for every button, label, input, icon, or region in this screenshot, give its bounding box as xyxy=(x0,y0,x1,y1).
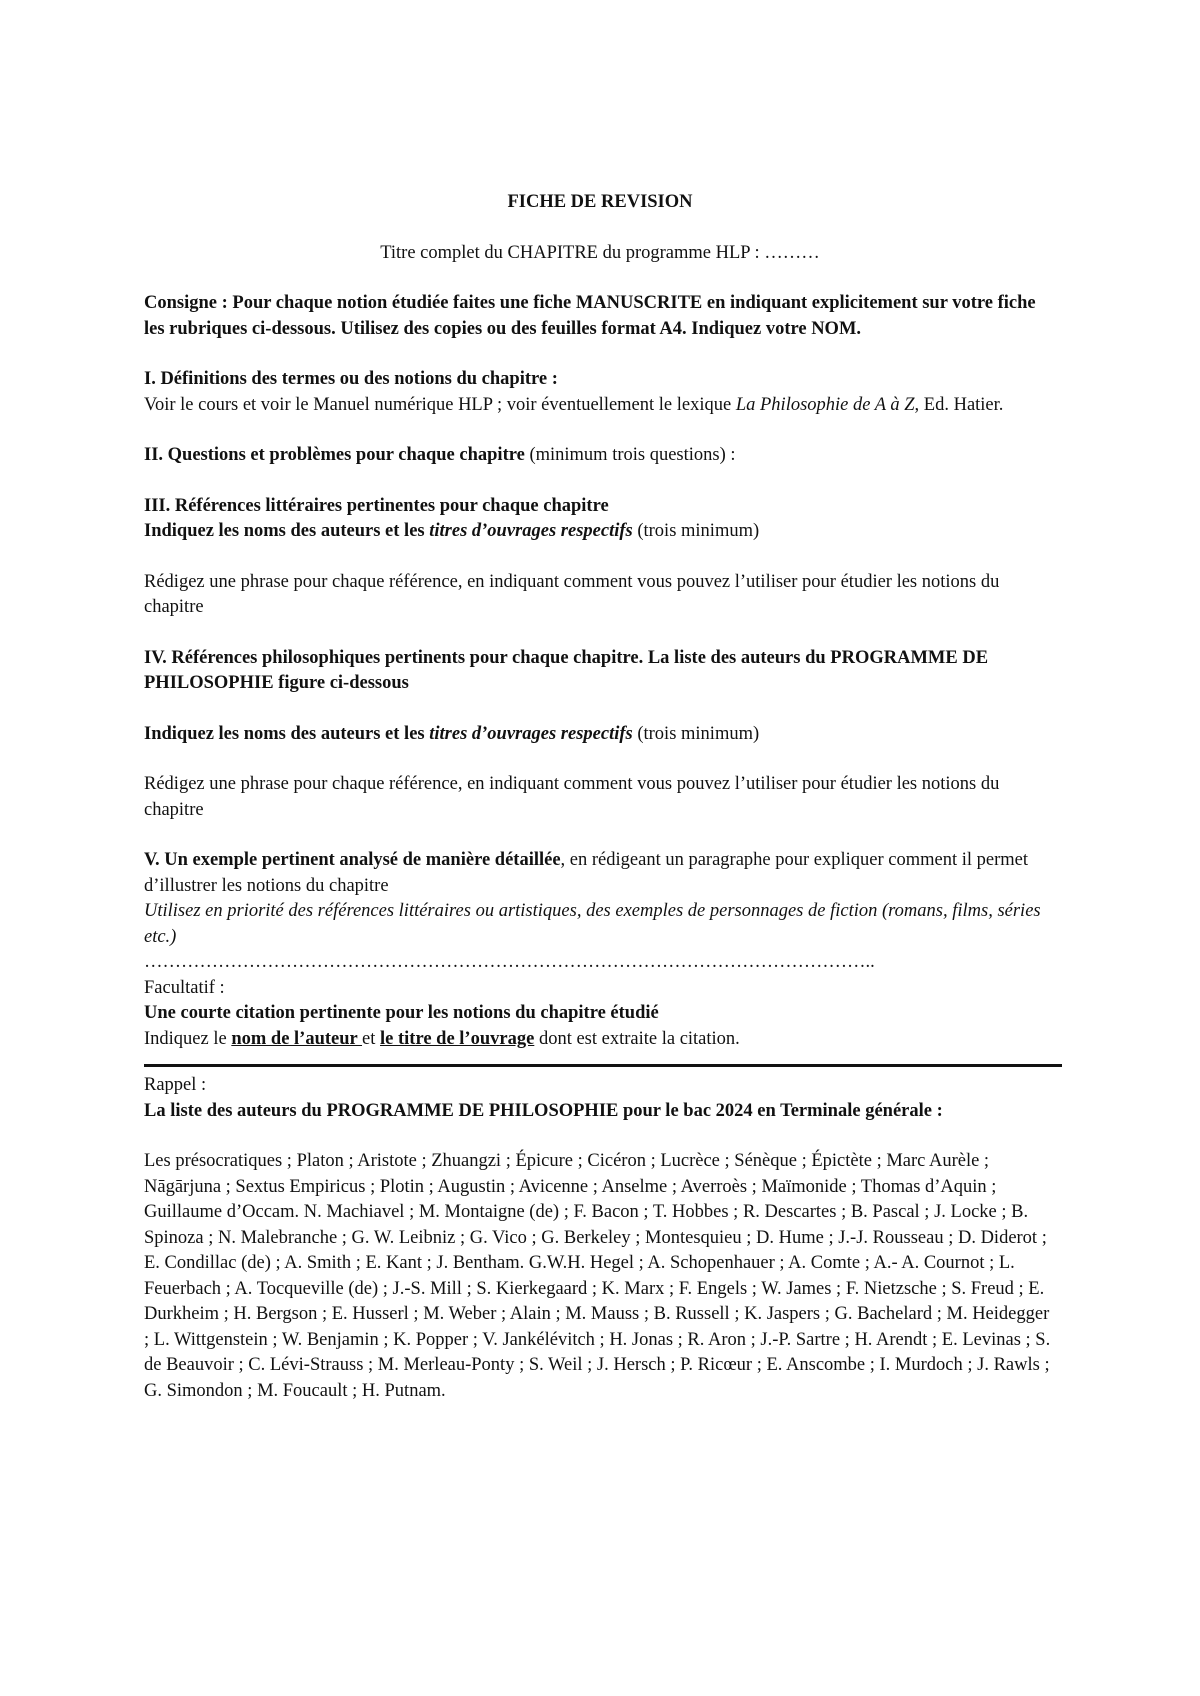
text-span: , Ed. Hatier. xyxy=(914,394,1004,415)
section-heading: V. Un exemple pertinent analysé de manière détaillée xyxy=(144,850,561,870)
text-span: dont est extraite la citation. xyxy=(534,1028,740,1049)
book-title: La Philosophie de A à Z xyxy=(735,394,915,415)
section-heading: II. Questions et problèmes pour chaque chapitre xyxy=(144,445,525,465)
author-name-emphasis: nom de l’auteur xyxy=(231,1028,363,1049)
section-paragraph: Rédigez une phrase pour chaque référence, en indiquant comment vous pouvez l’utiliser pour étudier les notions du chapitre xyxy=(144,774,1000,820)
optional-label: Facultatif : xyxy=(144,977,225,998)
document-page xyxy=(144,190,1056,1404)
instruction-italic: titres d’ouvrages respectifs xyxy=(429,521,633,541)
section-text xyxy=(144,393,1056,419)
section-paragraph: Rédigez une phrase pour chaque référence, en indiquant comment vous pouvez l’utiliser pour étudier les notions du chapitre xyxy=(144,571,1000,617)
section-heading: IV. Références philosophiques pertinents pour chaque chapitre. La liste des auteurs du PROGRAMME DE PHILOSOPHIE figure ci-dessous xyxy=(144,647,989,693)
section-definitions xyxy=(144,367,1056,418)
text-span: (trois minimum) xyxy=(632,521,760,541)
instruction-italic: titres d’ouvrages respectifs xyxy=(429,723,633,744)
text-span: (minimum trois questions) : xyxy=(524,445,736,465)
instruction-line xyxy=(144,519,1056,545)
text-span: Voir le cours et voir le Manuel numérique HLP ; voir éventuellement le lexique xyxy=(144,394,736,415)
section-line xyxy=(144,443,1056,469)
optional-instruction xyxy=(144,1027,1056,1053)
reminder-label: Rappel : xyxy=(144,1075,207,1095)
instruction-bold: Indiquez les noms des auteurs et les xyxy=(144,521,430,541)
italic-note: Utilisez en priorité des références littéraires ou artistiques, des exemples de personnages de fiction (romans, films, séries etc.) xyxy=(144,901,1041,947)
instruction-line xyxy=(144,722,1056,748)
chapter-title-line: Titre complet du CHAPITRE du programme HLP : ……… xyxy=(380,242,820,263)
section-heading: III. Références littéraires pertinentes pour chaque chapitre xyxy=(144,495,609,516)
instruction-bold: Indiquez les noms des auteurs et les xyxy=(144,723,430,744)
document-title: FICHE DE REVISION xyxy=(507,192,693,212)
separator-rule xyxy=(144,1064,1062,1067)
text-span: , en rédigeant un paragraphe pour expliquer comment il permet d’illustrer les notions du chapitre xyxy=(144,850,1029,896)
section-literary-references xyxy=(144,494,1056,621)
consigne-paragraph: Consigne : Pour chaque notion étudiée faites une fiche MANUSCRITE en indiquant explicitement sur votre fiche les rubriques ci-dessous. Utilisez des copies ou des feuilles format A4. Indiquez votre NOM. xyxy=(144,293,1036,339)
section-line xyxy=(144,848,1056,899)
dotted-line: ……………………………………………………………………………………………………….. xyxy=(144,952,875,972)
text-span: et xyxy=(362,1028,381,1049)
section-questions xyxy=(144,443,1056,469)
text-span: (trois minimum) xyxy=(632,723,760,744)
section-optional xyxy=(144,976,1056,1053)
work-title-emphasis: le titre de l’ouvrage xyxy=(380,1028,535,1049)
section-reminder xyxy=(144,1073,1056,1404)
section-example xyxy=(144,848,1056,976)
optional-heading: Une courte citation pertinente pour les notions du chapitre étudié xyxy=(144,1003,659,1023)
authors-list: Les présocratiques ; Platon ; Aristote ; Zhuangzi ; Épicure ; Cicéron ; Lucrèce ; Sénèque ; Épictète ; Marc Aurèle ; Nāgārjuna ; Sextus Empiricus ; Plotin ; Augustin ; Avicenne ; Anselme ; Averroès ; Maïmonide ; Thomas d’Aquin ; Guillaume d’Occam. N. Machiavel ; M. Montaigne (de) ; F. Bacon ; T. Hobbes ; R. Descartes ; B. Pascal ; J. Locke ; B. Spinoza ; N. Malebranche ; G. W. Leibniz ; G. Vico ; G. Berkeley ; Montesquieu ; D. Hume ; J.-J. Rousseau ; D. Diderot ; E. Condillac (de) ; A. Smith ; E. Kant ; J. Bentham. G.W.H. Hegel ; A. Schopenhauer ; A. Comte ; A.- A. Cournot ; L. Feuerbach ; A. Tocqueville (de) ; J.-S. Mill ; S. Kierkegaard ; K. Marx ; F. Engels ; W. James ; F. Nietzsche ; S. Freud ; E. Durkheim ; H. Bergson ; E. Husserl ; M. Weber ; Alain ; M. Mauss ; B. Russell ; K. Jaspers ; G. Bachelard ; M. Heidegger ; L. Wittgenstein ; W. Benjamin ; K. Popper ; V. Jankélévitch ; H. Jonas ; R. Aron ; J.-P. Sartre ; H. Arendt ; E. Levinas ; S. de Beauvoir ; C. Lévi-Strauss ; M. Merleau-Ponty ; S. Weil ; J. Hersch ; P. Ricœur ; E. Anscombe ; I. Murdoch ; J. Rawls ; G. Simondon ; M. Foucault ; H. Putnam. xyxy=(144,1151,1051,1401)
reminder-heading: La liste des auteurs du PROGRAMME DE PHILOSOPHIE pour le bac 2024 en Terminale générale : xyxy=(144,1100,943,1121)
text-span: Indiquez le xyxy=(144,1028,232,1049)
section-philosophical-references xyxy=(144,646,1056,824)
section-heading: I. Définitions des termes ou des notions du chapitre : xyxy=(144,369,558,389)
